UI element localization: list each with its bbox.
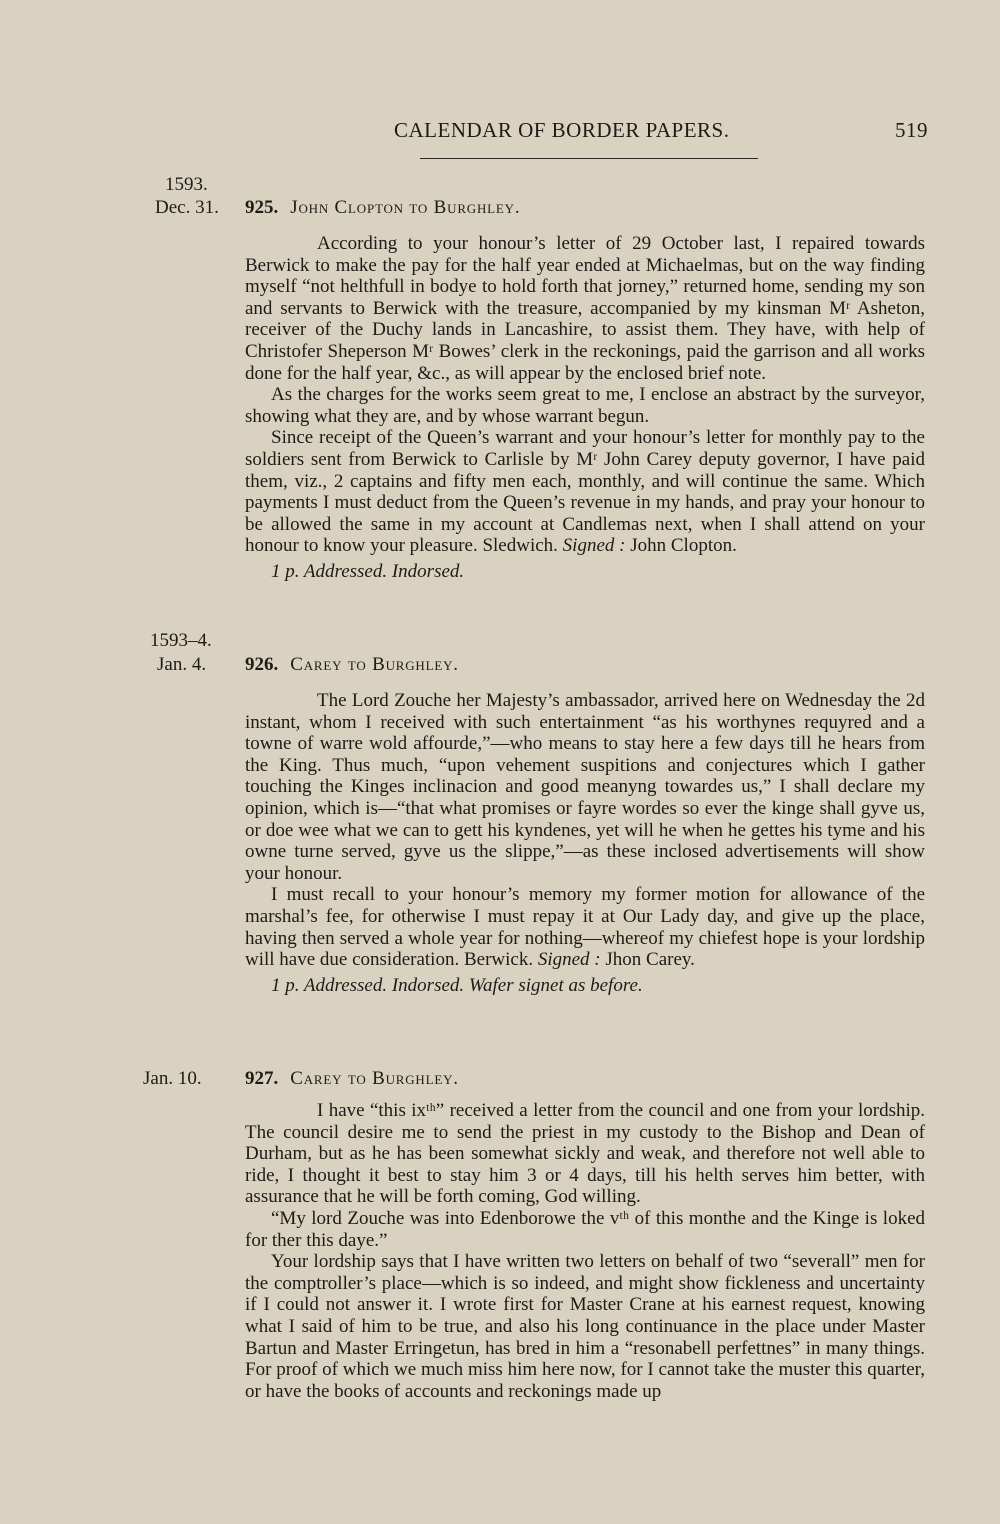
entry-heading: [245, 654, 459, 676]
paragraph: According to your honour’s letter of 29 October last, I repaired towards Berwick to make the pay for the half year ended at Michaelmas, but on the way finding myself “not helthfull in bodye to hold forth that jorney,” returned home, sending my son and servants to Berwick with the treasure, accompanied by my kinsman Mʳ Asheton, receiver of the Duchy lands in Lancashire, to assist them. They have, with help of Christofer Sheperson Mʳ Bowes’ clerk in the reckonings, paid the garrison and all works done for the half year, &c., as will appear by the enclosed brief note.: [245, 233, 925, 384]
entry-note: 1 p. Addressed. Indorsed. Wafer signet as before.: [271, 974, 643, 996]
paragraph: [245, 427, 925, 557]
entry-body: [245, 233, 925, 583]
entry-number: 927.: [245, 1068, 279, 1089]
page-number: 519: [895, 118, 928, 142]
margin-date: Jan. 10.: [143, 1068, 202, 1089]
signed-label: Signed :: [537, 949, 601, 971]
margin-date: Dec. 31.: [155, 197, 219, 218]
paragraph: [245, 884, 925, 970]
paragraph: I have “this ixᵗʰ” received a letter from the council and one from your lordship. The council desire me to send the priest in my custody to the Bishop and Dean of Durham, but as he has been somewhat sickly and weak, and therefore not well able to ride, I thought it best to stay him 3 or 4 days, till his helth serves him better, with assurance that he will be forth coming, God willing.: [245, 1100, 925, 1208]
entry-body: [245, 1100, 925, 1402]
paragraph: Your lordship says that I have written two letters on behalf of two “severall” men for the comptroller’s place—which is so indeed, and might show fickleness and uncertainty if I could not answer it. I wrote first for Master Crane at his earnest request, knowing what I said of him to be true, and also his long continuance in the place under Master Bartun and Master Erringetun, has bred in him a “resonabell perfettnes” in many things. For proof of which we much miss him here now, for I cannot take the muster this quarter, or have the books of accounts and reckonings made up: [245, 1251, 925, 1402]
entry-title: Carey to Burghley.: [290, 654, 459, 675]
paragraph-text: I must recall to your honour’s memory my former motion for allowance of the marshal’s fee, for otherwise I must repay it at Our Lady day, and give up the place, having then served a whole year for nothing—whereof my chiefest hope is your lordship will have due consideration. Berwick.: [245, 884, 925, 971]
entry-note: 1 p. Addressed. Indorsed.: [271, 560, 465, 582]
entry-body: [245, 690, 925, 996]
paragraph-text: Since receipt of the Queen’s warrant and your honour’s letter for monthly pay to the soldiers sent from Berwick to Carlisle by Mʳ John Carey deputy governor, I have paid them, viz., 2 captains and fifty men each, monthly, and will continue the same. Which payments I must deduct from the Queen’s revenue in my hands, and pray your honour to be allowed the same in my account at Candlemas next, when I shall attend on your honour to know your pleasure. Sledwich.: [245, 427, 925, 557]
signed-name: Jhon Carey.: [605, 949, 695, 971]
margin-year: 1593.: [165, 174, 208, 195]
header-rule: [420, 158, 758, 159]
paragraph: The Lord Zouche her Majesty’s ambassador, arrived here on Wednesday the 2d instant, whom I received with such entertainment “as his worthynes requyred and a towne of warre wold affourde,”—who means to stay here a few days till he hears from the King. Thus much, “upon vehement suspitions and conjectures which I gather touching the Kinges inclinacion and good meanyng towardes us,” I shall declare my opinion, which is—“that what promises or fayre wordes so ever the kinge shall gyve us, or doe wee what we can to gett his kyndenes, yet will he when he gettes his tyme and his owne turne served, gyve us the slippe,”—as these inclosed advertisements will show your honour.: [245, 690, 925, 884]
margin-date: Jan. 4.: [157, 654, 207, 675]
margin-year: 1593–4.: [150, 630, 212, 651]
paragraph: “My lord Zouche was into Edenborowe the vᵗʰ of this monthe and the Kinge is loked for ther this daye.”: [245, 1207, 925, 1251]
entry-title: John Clopton to Burghley.: [290, 197, 521, 218]
entry-number: 926.: [245, 654, 279, 675]
entry-heading: [245, 197, 520, 219]
signed-name: John Clopton.: [630, 535, 737, 557]
running-title: CALENDAR OF BORDER PAPERS.: [394, 118, 730, 142]
entry-heading: [245, 1068, 459, 1090]
entry-number: 925.: [245, 197, 279, 218]
paragraph: As the charges for the works seem great to me, I enclose an abstract by the surveyor, showing what they are, and by whose warrant begun.: [245, 384, 925, 427]
entry-title: Carey to Burghley.: [290, 1068, 459, 1089]
signed-label: Signed :: [562, 535, 626, 557]
